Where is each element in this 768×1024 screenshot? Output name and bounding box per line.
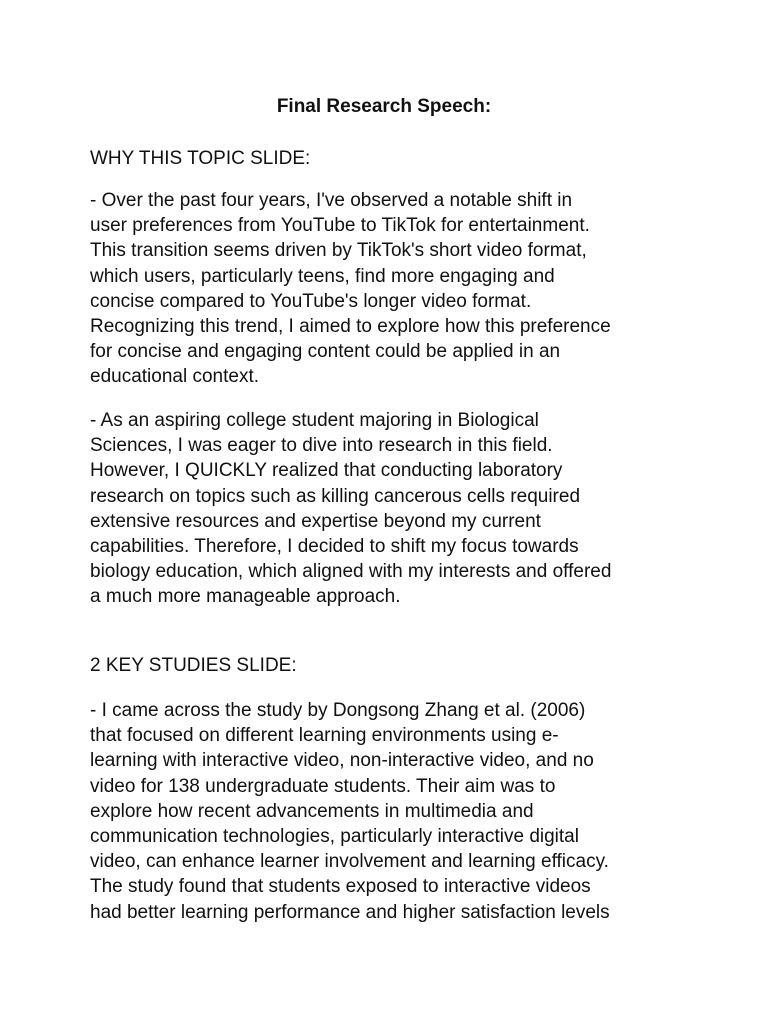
text-line: extensive resources and expertise beyond my current xyxy=(90,510,541,532)
paragraph-biology-focus xyxy=(90,408,690,610)
text-line: had better learning performance and higher satisfaction levels xyxy=(90,901,610,923)
text-line: video, can enhance learner involvement and learning efficacy. xyxy=(90,851,609,873)
text-line: that focused on different learning environments using e- xyxy=(90,725,559,747)
text-line: research on topics such as killing cancerous cells required xyxy=(90,485,581,507)
text-line: user preferences from YouTube to TikTok for entertainment. xyxy=(90,215,590,237)
text-line: which users, particularly teens, find more engaging and xyxy=(90,265,555,287)
paragraph-zhang-study xyxy=(90,698,690,925)
text-line: However, I QUICKLY realized that conducting laboratory xyxy=(90,460,563,482)
text-line: concise compared to YouTube's longer video format. xyxy=(90,290,532,312)
text-line: communication technologies, particularly interactive digital xyxy=(90,826,579,848)
text-line: learning with interactive video, non-interactive video, and no xyxy=(90,750,594,772)
text-line: - As an aspiring college student majoring in Biological xyxy=(90,410,539,431)
section-heading-key-studies: 2 KEY STUDIES SLIDE: xyxy=(90,655,297,676)
text-line: This transition seems driven by TikTok's short video format, xyxy=(90,240,587,262)
text-line: biology education, which aligned with my interests and offered xyxy=(90,561,612,583)
text-line: The study found that students exposed to interactive videos xyxy=(90,876,591,898)
text-line: a much more manageable approach. xyxy=(90,586,401,608)
text-line: educational context. xyxy=(90,366,260,388)
paragraph-topic-shift xyxy=(90,188,690,390)
text-line: for concise and engaging content could be applied in an xyxy=(90,341,561,363)
text-line: - Over the past four years, I've observed a notable shift in xyxy=(90,190,573,211)
text-line: video for 138 undergraduate students. Their aim was to xyxy=(90,775,556,797)
text-line: capabilities. Therefore, I decided to shift my focus towards xyxy=(90,536,579,558)
text-line: - I came across the study by Dongsong Zhang et al. (2006) xyxy=(90,700,586,721)
section-heading-why-this-topic: WHY THIS TOPIC SLIDE: xyxy=(90,148,311,169)
text-line: explore how recent advancements in multimedia and xyxy=(90,800,534,822)
text-line: Recognizing this trend, I aimed to explore how this preference xyxy=(90,316,611,338)
document-title: Final Research Speech: xyxy=(276,96,492,117)
text-line: Sciences, I was eager to dive into research in this field. xyxy=(90,435,553,457)
